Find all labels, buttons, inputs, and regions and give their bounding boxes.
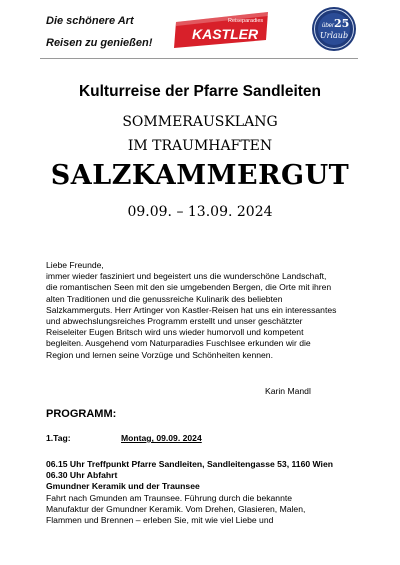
description-line: Fahrt nach Gmunden am Traunsee. Führung durch die bekannte [46,492,293,503]
tagline-line-2: Reisen zu genießen! [46,37,153,49]
letter-line: begleiten. Ausgehend vom Naturparadies Fuschlsee erkunden wir die [46,338,311,349]
letter-line: immer wieder fasziniert und begeistert uns die wunderschöne Landschaft, [46,271,327,282]
logo-small-text: Reiseparadies [228,18,264,24]
description-line: Manufaktur der Gmundner Keramik. Vom Drehen, Glasieren, Malen, [46,503,306,514]
letter-line: alten Traditionen und die genussreiche Kulinarik des beliebten [46,293,283,304]
urlaub-badge-icon [311,6,357,52]
headline-line-2: IM TRAUMHAFTEN [127,138,273,154]
badge-number: 25 [334,17,350,30]
day-label: 1.Tag: [46,433,71,443]
header-divider [40,58,358,59]
letter-greeting: Liebe Freunde, [46,260,104,270]
logo-brand-text: KASTLER [192,26,259,42]
section-heading: Gmundner Keramik und der Traunsee [46,481,200,492]
headline-line-1: SOMMERAUSKLANG [122,114,278,130]
trip-dates: 09.09. – 13.09. 2024 [127,204,273,220]
kastler-logo-icon [170,10,272,50]
letter-line: Reiseleiter Eugen Britsch wird uns wieder humorvoll und kompetent [46,327,304,338]
description-line: Flammen und Brennen – erleben Sie, mit wie viel Liebe und [46,515,274,526]
badge-caption: Urlaub [319,31,349,40]
day-1-details [46,459,376,526]
day-date: Montag, 09.09. 2024 [121,433,202,443]
letter-signature: Karin Mandl [265,386,311,396]
letter-line: die romantischen Seen mit den sie umgebenden Bergen, die Orte mit ihren [46,282,332,293]
letter-line: und abwechslungsreiches Programm erstellt und unser geschätzter [46,316,303,327]
intro-letter [46,260,370,361]
badge-prefix: über [322,23,335,29]
trip-title: Kulturreise der Pfarre Sandleiten [78,83,322,100]
letter-line: Region und lernen seine Vorzüge und Schönheiten kennen. [46,349,273,360]
tagline-line-1: Die schönere Art [46,15,134,27]
letter-line: Salzkammerguts. Herr Artinger von Kastler-Reisen hat uns ein interessantes [46,304,337,315]
schedule-line: 06.30 Uhr Abfahrt [46,470,118,481]
schedule-line: 06.15 Uhr Treffpunkt Pfarre Sandleiten, Sandleitengasse 53, 1160 Wien [46,459,333,469]
headline-main: SALZKAMMERGUT [50,160,350,191]
program-heading: PROGRAMM: [46,408,117,420]
